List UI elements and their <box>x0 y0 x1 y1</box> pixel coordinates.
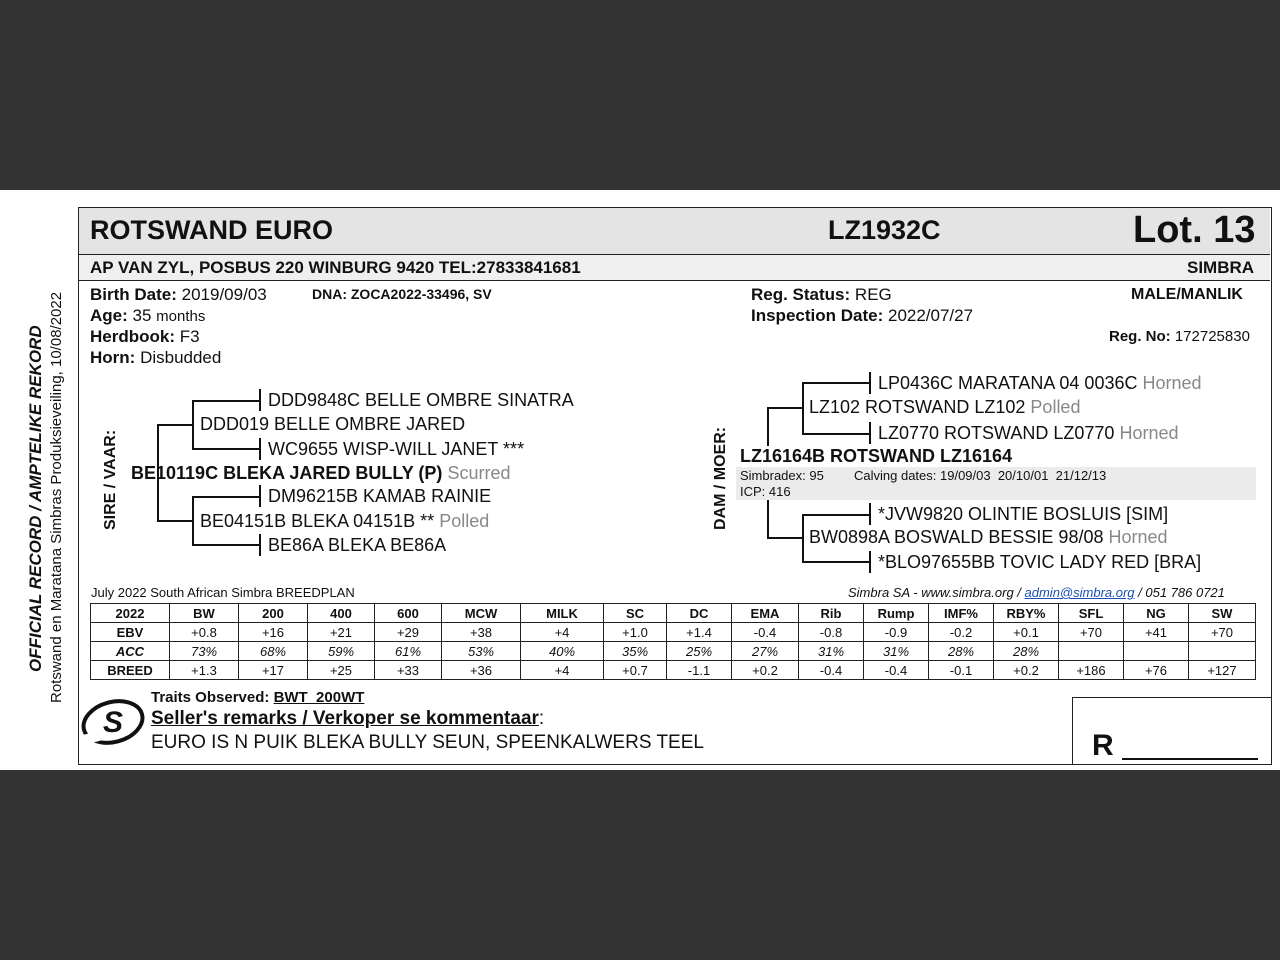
table-cell: -0.9 <box>864 623 929 642</box>
table-header-cell: SFL <box>1059 604 1124 623</box>
sire-tree-line <box>259 389 261 411</box>
herdbook-value: F3 <box>179 327 200 346</box>
table-cell: 31% <box>799 642 864 661</box>
sire-dam-text: BE04151B BLEKA 04151B ** <box>200 511 435 531</box>
traits-value: BWT 200WT <box>273 689 365 706</box>
dam-sire-sire <box>878 373 1202 394</box>
table-cell: +1.3 <box>170 661 239 680</box>
sire-dam-sire: DM96215B KAMAB RAINIE <box>268 486 492 506</box>
table-cell: +0.8 <box>170 623 239 642</box>
dam-tree-line <box>869 551 871 573</box>
dam-tree-line <box>767 407 769 446</box>
table-cell: -0.1 <box>929 661 994 680</box>
herdbook-label: Herdbook: <box>90 327 175 346</box>
dam-tree-line <box>802 514 804 562</box>
table-header-row <box>91 604 1256 623</box>
dam-tree-line <box>802 561 870 563</box>
table-cell: +41 <box>1124 623 1189 642</box>
traits-observed <box>151 689 364 706</box>
inspection-date-label: Inspection Date: <box>751 306 884 325</box>
table-cell <box>1124 642 1189 661</box>
sire-label: SIRE / VAAR: <box>102 429 119 530</box>
table-cell: -0.8 <box>799 623 864 642</box>
table-cell: +186 <box>1059 661 1124 680</box>
birth-date-label: Birth Date: <box>90 285 177 304</box>
table-cell: 35% <box>604 642 667 661</box>
dam-sire <box>809 397 1080 418</box>
dam-tree-line <box>767 407 803 409</box>
table-row-acc <box>91 642 1256 661</box>
sire-tree-line <box>157 424 193 426</box>
table-cell: +36 <box>442 661 521 680</box>
dam-label: DAM / MOER: <box>712 426 729 530</box>
sex: MALE/MANLIK <box>1131 286 1243 303</box>
dam-tree-line <box>869 372 871 394</box>
birth-date-value: 2019/09/03 <box>181 285 267 304</box>
dam-sire-sire-status: Horned <box>1142 373 1202 393</box>
sire-sire-dam: WC9655 WISP-WILL JANET *** <box>268 439 525 459</box>
table-cell: 27% <box>732 642 799 661</box>
contact-prefix: Simbra SA - www.simbra.org / <box>848 585 1025 600</box>
dam-dam <box>809 527 1168 548</box>
table-header-cell: 200 <box>239 604 308 623</box>
dam-dam-dam: *BLO97655BB TOVIC LADY RED [BRA] <box>878 552 1202 572</box>
table-cell: +17 <box>239 661 308 680</box>
table-header-cell: BW <box>170 604 239 623</box>
dam-name: LZ16164B ROTSWAND LZ16164 <box>740 446 1013 466</box>
table-header-cell: MILK <box>521 604 604 623</box>
table-cell: +76 <box>1124 661 1189 680</box>
dam-tree-line <box>767 537 803 539</box>
reg-status-value: REG <box>854 285 892 304</box>
reg-no <box>1109 328 1250 345</box>
table-cell: -0.4 <box>864 661 929 680</box>
table-cell: +4 <box>521 623 604 642</box>
lot-number: Lot. 13 <box>1133 209 1256 251</box>
breedplan-caption: July 2022 South African Simbra BREEDPLAN <box>91 585 355 600</box>
breeder-info: AP VAN ZYL, POSBUS 220 WINBURG 9420 TEL:27833841681 <box>90 258 581 277</box>
table-cell: 53% <box>442 642 521 661</box>
age-label: Age: <box>90 306 128 325</box>
seller-remarks-text: EURO IS N PUIK BLEKA BULLY SEUN, SPEENKALWERS TEEL <box>151 732 704 753</box>
reg-no-label: Reg. No: <box>1109 328 1171 345</box>
table-cell: +127 <box>1189 661 1256 680</box>
table-cell: +1.4 <box>667 623 732 642</box>
sire-status: Scurred <box>447 463 511 483</box>
dam-sire-dam-text: LZ0770 ROTSWAND LZ0770 <box>878 423 1115 443</box>
sire-dam <box>200 511 489 532</box>
contact-suffix: / 051 786 0721 <box>1134 585 1225 600</box>
table-header-cell: Rump <box>864 604 929 623</box>
age-unit: months <box>156 308 206 325</box>
table-cell: -0.4 <box>799 661 864 680</box>
table-header-cell: MCW <box>442 604 521 623</box>
table-cell: 59% <box>308 642 375 661</box>
table-header-cell: SW <box>1189 604 1256 623</box>
official-record-label: OFFICIAL RECORD / AMPTELIKE REKORD <box>26 325 45 672</box>
table-header-cell: 600 <box>375 604 442 623</box>
dam-sire-status: Polled <box>1030 397 1081 417</box>
table-header-cell: NG <box>1124 604 1189 623</box>
table-cell: +33 <box>375 661 442 680</box>
sire-name <box>131 463 510 484</box>
dam-tree-line <box>869 503 871 525</box>
dam-icp: ICP: 416 <box>740 484 791 499</box>
price-prefix: R <box>1092 729 1114 762</box>
table-cell: +29 <box>375 623 442 642</box>
reg-status-label: Reg. Status: <box>751 285 851 304</box>
dam-dam-text: BW0898A BOSWALD BESSIE 98/08 <box>809 527 1104 547</box>
horn-value: Disbudded <box>140 348 222 367</box>
dam-sire-text: LZ102 ROTSWAND LZ102 <box>809 397 1026 417</box>
dna-info: DNA: ZOCA2022-33496, SV <box>312 286 492 302</box>
table-cell: 28% <box>929 642 994 661</box>
sire-tree-line <box>192 496 194 545</box>
table-cell: 25% <box>667 642 732 661</box>
dam-tree-line <box>767 500 769 538</box>
dam-sire-sire-text: LP0436C MARATANA 04 0036C <box>878 373 1138 393</box>
dam-simbradex: Simbradex: 95 <box>740 468 824 483</box>
table-cell: 40% <box>521 642 604 661</box>
table-header-cell: IMF% <box>929 604 994 623</box>
age-value: 35 <box>132 306 152 325</box>
table-cell: -0.2 <box>929 623 994 642</box>
dam-dam-status: Horned <box>1108 527 1168 547</box>
animal-id: LZ1932C <box>828 215 941 245</box>
table-cell: -1.1 <box>667 661 732 680</box>
breed: SIMBRA <box>1187 258 1255 277</box>
svg-text:S: S <box>102 706 124 739</box>
dam-sire-dam-status: Horned <box>1119 423 1179 443</box>
table-header-cell: 400 <box>308 604 375 623</box>
sire-tree-line <box>192 496 260 498</box>
table-cell <box>1189 642 1256 661</box>
herdbook <box>90 327 200 347</box>
table-row-ebv <box>91 623 1256 642</box>
sire-tree-line <box>192 400 194 449</box>
dam-tree-line <box>802 514 870 516</box>
age <box>90 306 205 326</box>
dam-tree-line <box>869 422 871 444</box>
table-cell: +21 <box>308 623 375 642</box>
table-cell: -0.4 <box>732 623 799 642</box>
horn-label: Horn: <box>90 348 136 367</box>
table-cell: +0.2 <box>994 661 1059 680</box>
animal-name: ROTSWAND EURO <box>90 215 333 245</box>
table-cell: +38 <box>442 623 521 642</box>
inspection-date-value: 2022/07/27 <box>887 306 974 325</box>
table-header-cell: Rib <box>799 604 864 623</box>
table-header-cell: RBY% <box>994 604 1059 623</box>
table-cell: 31% <box>864 642 929 661</box>
table-cell: +4 <box>521 661 604 680</box>
table-cell: 68% <box>239 642 308 661</box>
simbra-logo <box>80 693 146 749</box>
table-cell: +0.7 <box>604 661 667 680</box>
seller-remarks-heading: Seller's remarks / Verkoper se kommentaar: <box>151 708 545 729</box>
breedplan-table <box>90 603 1256 680</box>
table-cell: 28% <box>994 642 1059 661</box>
sire-tree-line <box>259 485 261 507</box>
traits-label: Traits Observed: <box>151 689 270 706</box>
sire-name-text: BE10119C BLEKA JARED BULLY (P) <box>131 463 443 483</box>
table-cell: 73% <box>170 642 239 661</box>
sire-sire-sire: DDD9848C BELLE OMBRE SINATRA <box>268 390 574 410</box>
sire-tree-line <box>192 448 260 450</box>
sire-dam-status: Polled <box>439 511 490 531</box>
sale-caption: Rotswand en Maratana Simbras Produksieveiling, 10/08/2022 <box>48 291 65 703</box>
horn <box>90 348 221 368</box>
table-cell <box>1059 642 1124 661</box>
table-header-cell: 2022 <box>91 604 170 623</box>
table-row-breed <box>91 661 1256 680</box>
sire-tree-line <box>157 520 193 522</box>
seller-remarks-label: Seller's remarks / Verkoper se kommentaar <box>151 708 539 729</box>
table-header-cell: SC <box>604 604 667 623</box>
table-cell: +16 <box>239 623 308 642</box>
reg-no-value: 172725830 <box>1174 328 1250 345</box>
table-cell: +0.1 <box>994 623 1059 642</box>
table-cell: +70 <box>1059 623 1124 642</box>
dam-dam-sire: *JVW9820 OLINTIE BOSLUIS [SIM] <box>878 504 1169 524</box>
table-row-label: BREED <box>91 661 170 680</box>
reg-status <box>751 285 892 305</box>
dam-calving-dates: Calving dates: 19/09/03 20/10/01 21/12/13 <box>854 468 1107 483</box>
dam-sire-dam <box>878 423 1179 444</box>
table-cell: 61% <box>375 642 442 661</box>
table-cell: +1.0 <box>604 623 667 642</box>
sire-tree-line <box>192 400 260 402</box>
table-cell: +0.2 <box>732 661 799 680</box>
sire-dam-dam: BE86A BLEKA BE86A <box>268 535 447 555</box>
sire-tree-line <box>192 544 260 546</box>
dam-tree-line <box>802 433 870 435</box>
contact-email-link[interactable]: admin@simbra.org <box>1024 585 1135 600</box>
table-header-cell: EMA <box>732 604 799 623</box>
table-cell: +70 <box>1189 623 1256 642</box>
table-row-label: ACC <box>91 642 170 661</box>
dam-tree-line <box>802 382 804 434</box>
price-input-line[interactable] <box>1122 758 1258 760</box>
sire-tree-line <box>259 438 261 460</box>
table-cell: +25 <box>308 661 375 680</box>
table-header-cell: DC <box>667 604 732 623</box>
breedplan-contact <box>848 585 1225 600</box>
sire-sire: DDD019 BELLE OMBRE JARED <box>200 414 466 434</box>
dam-tree-line <box>802 382 870 384</box>
sire-tree-line <box>259 534 261 556</box>
inspection-date <box>751 306 973 326</box>
birth-date <box>90 285 267 305</box>
table-row-label: EBV <box>91 623 170 642</box>
